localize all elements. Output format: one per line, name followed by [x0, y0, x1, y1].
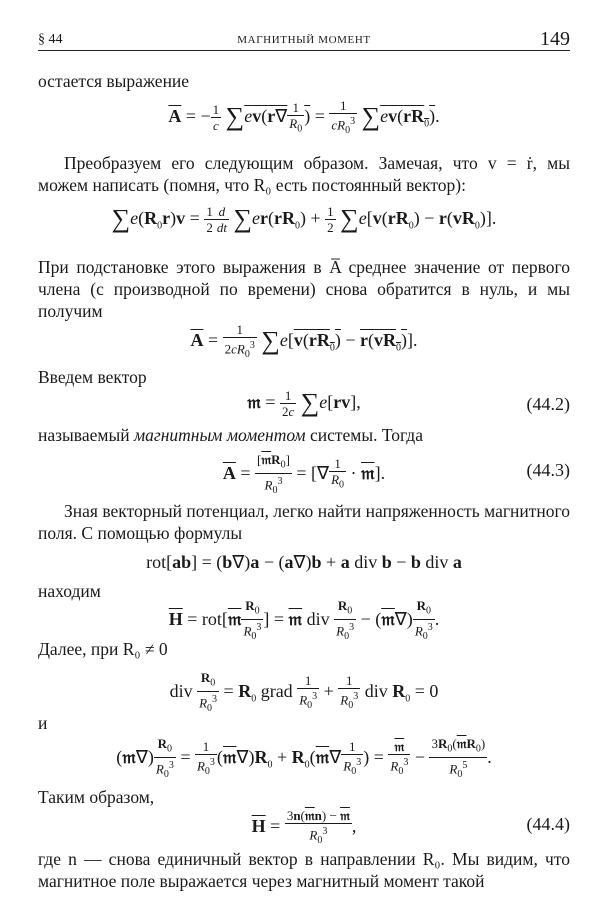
paragraph-9: и — [38, 713, 48, 733]
term-magnetic-moment: магнитным моментом — [133, 425, 306, 445]
paragraph-3: При подстановке этого выражения в A̅ среднее значение от первого члена (с производной по времени) снова обратится в нуль, и мы получим — [38, 257, 570, 321]
page-number: 149 — [540, 28, 570, 50]
paragraph-8: Далее, при R₀ ≠ 0 — [38, 639, 168, 659]
equation-9: (𝔪∇) $\frac{R_0}{R_0^3}$ = $\frac{1}{R_0^3}$ $(𝔪\nabla)R_0$ + $R_0(𝔪\nabla$ $\frac{1}{R_0^3}$ ) = $\frac{\text{𝔪}}{R_0^3}$ − $\frac{3R_0(𝔪R_0)}{R_0^5}$ . — [116, 736, 492, 780]
paragraph-1: остается выражение — [38, 71, 190, 91]
equation-number-44-4: (44.4) — [526, 814, 570, 834]
running-header — [38, 28, 570, 51]
equation-5: $\overline{A}$ = $\frac{[𝔪R_0]}{R_0^3}$ = [∇ $\frac{1}{R_0}$ · 𝔪]. — [222, 452, 386, 496]
equation-number-44-2: (44.2) — [526, 394, 570, 414]
equation-1: $\overline{A}$ = − $\frac{1}{c}$ ∑ev(r∇ $\frac{1}{R_0}$ ) = $\frac{1}{cR_0^3}$ $\sum ev(rR_0)$. — [168, 98, 440, 136]
equation-number-44-3: (44.3) — [526, 460, 570, 480]
running-title: МАГНИТНЫЙ МОМЕНТ — [237, 34, 371, 46]
equation-8: div $\frac{R_0}{R_0^3}$ = $R_0$ grad $\frac{1}{R_0^3}$ + $\frac{1}{R_0^3}$ div $R_0 = 0$ — [169, 670, 439, 714]
paragraph-10: Таким образом, — [38, 787, 155, 807]
equation-6: rot[ab] = (b∇)a − (a∇)b + a div b − b div a — [146, 552, 462, 572]
equation-10: $\overline{H}$ = $\frac{\text{3n(𝔪n) − 𝔪}}{R_0^3}$ , — [251, 808, 357, 846]
paragraph-4: Введем вектор — [38, 367, 147, 387]
paragraph-11: где n — снова единичный вектор в направлении R₀. Мы видим, что магнитное поле выражается через магнитный момент такой — [38, 849, 570, 891]
equation-3: $\overline{A}$ = $\frac{1}{2cR_0^3}$ $\sum e[v(rR_0) - r(vR_0)]$. — [190, 322, 418, 360]
equation-7: $\overline{H}$ = rot[𝔪 $\frac{R_0}{R_0^3}$ ] = 𝔪 div $\frac{R_0}{R_0^3}$ − (𝔪∇) $\frac{R_0}{R_0^3}$ . — [168, 598, 440, 642]
equation-4: 𝔪 = $\frac{1}{2c}$ ∑e[rv], — [247, 388, 361, 420]
paragraph-2: Преобразуем его следующим образом. Замечая, что v = ṙ, мы можем написать (помня, что R₀ есть постоянный вектор): — [38, 153, 570, 195]
paragraph-7: находим — [38, 581, 101, 601]
equation-2: $\sum e(R_0r)v$ = $\frac{1}{2}$ $\frac{d}{dt}$ $\sum er(rR_0)$ + $\frac{1}{2}$ $\sum e[v(rR_0) - r(vR_0)]$. — [111, 204, 497, 236]
section-number: § 44 — [38, 32, 63, 47]
paragraph-5: называемый магнитным моментом системы. Тогда — [38, 425, 423, 445]
paragraph-6: Зная векторный потенциал, легко найти напряженность магнитного поля. С помощью формулы — [38, 501, 570, 543]
